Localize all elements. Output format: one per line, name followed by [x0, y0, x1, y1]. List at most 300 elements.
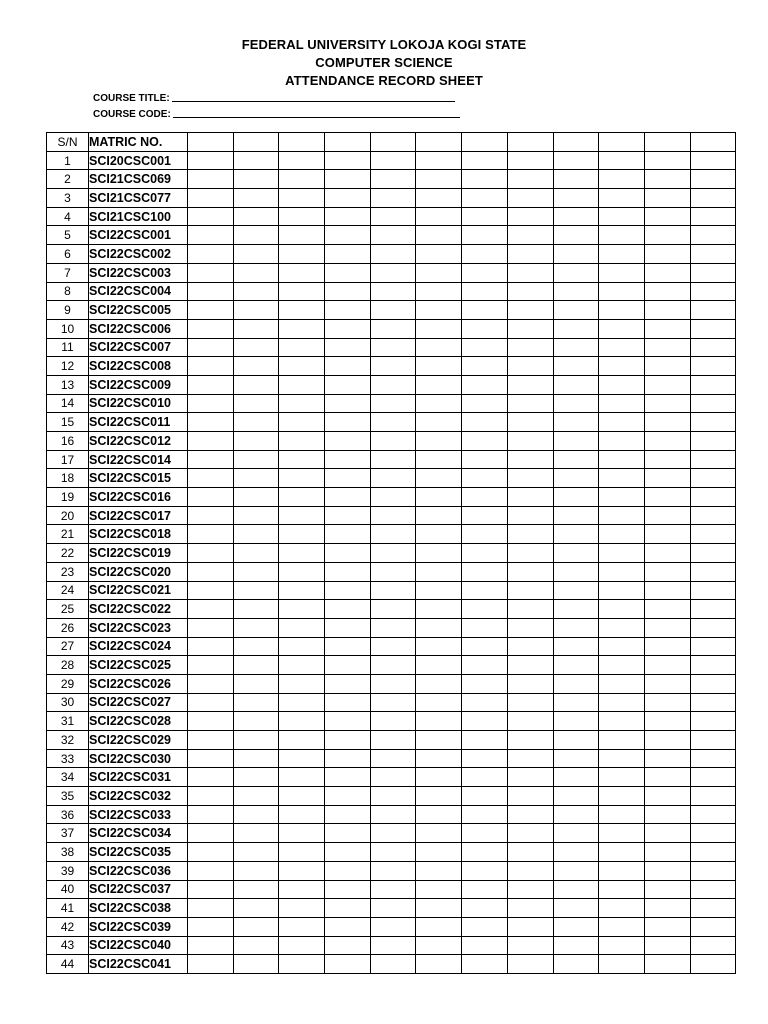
attendance-cell[interactable] [690, 170, 736, 189]
attendance-cell[interactable] [188, 544, 234, 563]
attendance-cell[interactable] [416, 637, 462, 656]
attendance-cell[interactable] [690, 562, 736, 581]
attendance-cell[interactable] [370, 674, 416, 693]
attendance-cell[interactable] [644, 245, 690, 264]
attendance-cell[interactable] [416, 301, 462, 320]
attendance-cell[interactable] [507, 525, 553, 544]
attendance-cell[interactable] [462, 600, 508, 619]
attendance-cell[interactable] [188, 413, 234, 432]
attendance-cell[interactable] [507, 805, 553, 824]
attendance-cell[interactable] [233, 618, 279, 637]
attendance-cell[interactable] [553, 917, 599, 936]
attendance-cell[interactable] [188, 712, 234, 731]
attendance-cell[interactable] [233, 189, 279, 208]
attendance-cell[interactable] [553, 170, 599, 189]
attendance-cell[interactable] [599, 917, 645, 936]
attendance-cell[interactable] [325, 749, 371, 768]
attendance-cell[interactable] [279, 656, 325, 675]
attendance-cell[interactable] [462, 207, 508, 226]
attendance-cell[interactable] [325, 712, 371, 731]
attendance-cell[interactable] [644, 413, 690, 432]
attendance-cell[interactable] [233, 824, 279, 843]
attendance-cell[interactable] [644, 880, 690, 899]
attendance-cell[interactable] [644, 656, 690, 675]
attendance-cell[interactable] [416, 506, 462, 525]
attendance-cell[interactable] [507, 226, 553, 245]
attendance-cell[interactable] [325, 357, 371, 376]
attendance-cell[interactable] [599, 581, 645, 600]
attendance-cell[interactable] [599, 357, 645, 376]
attendance-cell[interactable] [462, 824, 508, 843]
attendance-cell[interactable] [462, 637, 508, 656]
attendance-cell[interactable] [325, 787, 371, 806]
attendance-cell[interactable] [690, 301, 736, 320]
attendance-cell[interactable] [188, 955, 234, 974]
attendance-cell[interactable] [644, 618, 690, 637]
attendance-cell[interactable] [416, 170, 462, 189]
attendance-cell[interactable] [644, 917, 690, 936]
attendance-cell[interactable] [599, 319, 645, 338]
attendance-cell[interactable] [233, 432, 279, 451]
attendance-cell[interactable] [644, 432, 690, 451]
attendance-cell[interactable] [462, 936, 508, 955]
attendance-cell[interactable] [188, 861, 234, 880]
attendance-cell[interactable] [370, 656, 416, 675]
attendance-cell[interactable] [188, 525, 234, 544]
attendance-cell[interactable] [462, 562, 508, 581]
attendance-cell[interactable] [553, 282, 599, 301]
attendance-cell[interactable] [370, 749, 416, 768]
attendance-cell[interactable] [279, 749, 325, 768]
attendance-cell[interactable] [690, 768, 736, 787]
attendance-cell[interactable] [233, 731, 279, 750]
attendance-cell[interactable] [644, 787, 690, 806]
attendance-cell[interactable] [690, 506, 736, 525]
attendance-cell[interactable] [416, 749, 462, 768]
attendance-cell[interactable] [188, 917, 234, 936]
attendance-cell[interactable] [644, 824, 690, 843]
attendance-cell[interactable] [370, 768, 416, 787]
attendance-cell[interactable] [690, 151, 736, 170]
attendance-cell[interactable] [188, 936, 234, 955]
attendance-cell[interactable] [599, 712, 645, 731]
attendance-cell[interactable] [370, 562, 416, 581]
attendance-cell[interactable] [462, 656, 508, 675]
attendance-cell[interactable] [690, 787, 736, 806]
attendance-cell[interactable] [553, 357, 599, 376]
attendance-cell[interactable] [507, 207, 553, 226]
attendance-cell[interactable] [416, 469, 462, 488]
attendance-cell[interactable] [599, 488, 645, 507]
attendance-cell[interactable] [325, 656, 371, 675]
attendance-cell[interactable] [416, 189, 462, 208]
attendance-cell[interactable] [188, 843, 234, 862]
attendance-cell[interactable] [325, 768, 371, 787]
attendance-cell[interactable] [279, 880, 325, 899]
attendance-cell[interactable] [690, 674, 736, 693]
attendance-cell[interactable] [599, 469, 645, 488]
attendance-cell[interactable] [370, 731, 416, 750]
attendance-cell[interactable] [370, 432, 416, 451]
attendance-cell[interactable] [416, 712, 462, 731]
attendance-cell[interactable] [279, 375, 325, 394]
attendance-cell[interactable] [325, 544, 371, 563]
attendance-cell[interactable] [325, 562, 371, 581]
attendance-cell[interactable] [233, 955, 279, 974]
attendance-cell[interactable] [553, 693, 599, 712]
attendance-cell[interactable] [416, 245, 462, 264]
attendance-cell[interactable] [690, 861, 736, 880]
attendance-cell[interactable] [462, 787, 508, 806]
attendance-cell[interactable] [370, 301, 416, 320]
attendance-cell[interactable] [507, 469, 553, 488]
attendance-cell[interactable] [188, 824, 234, 843]
attendance-cell[interactable] [644, 899, 690, 918]
attendance-cell[interactable] [416, 375, 462, 394]
attendance-cell[interactable] [644, 955, 690, 974]
attendance-cell[interactable] [644, 581, 690, 600]
attendance-cell[interactable] [462, 917, 508, 936]
attendance-cell[interactable] [325, 674, 371, 693]
attendance-cell[interactable] [507, 936, 553, 955]
attendance-cell[interactable] [416, 843, 462, 862]
attendance-cell[interactable] [507, 955, 553, 974]
attendance-cell[interactable] [233, 600, 279, 619]
attendance-cell[interactable] [279, 637, 325, 656]
attendance-cell[interactable] [507, 506, 553, 525]
attendance-cell[interactable] [416, 226, 462, 245]
attendance-cell[interactable] [462, 189, 508, 208]
attendance-cell[interactable] [462, 151, 508, 170]
attendance-cell[interactable] [553, 375, 599, 394]
attendance-cell[interactable] [325, 245, 371, 264]
attendance-cell[interactable] [690, 319, 736, 338]
attendance-cell[interactable] [370, 525, 416, 544]
attendance-cell[interactable] [507, 338, 553, 357]
attendance-cell[interactable] [188, 189, 234, 208]
attendance-cell[interactable] [325, 263, 371, 282]
attendance-cell[interactable] [507, 843, 553, 862]
attendance-cell[interactable] [416, 488, 462, 507]
attendance-cell[interactable] [644, 357, 690, 376]
attendance-cell[interactable] [279, 917, 325, 936]
attendance-cell[interactable] [416, 432, 462, 451]
attendance-cell[interactable] [370, 936, 416, 955]
attendance-cell[interactable] [599, 936, 645, 955]
attendance-cell[interactable] [644, 693, 690, 712]
attendance-cell[interactable] [325, 955, 371, 974]
attendance-cell[interactable] [279, 394, 325, 413]
attendance-cell[interactable] [553, 824, 599, 843]
attendance-cell[interactable] [325, 843, 371, 862]
attendance-cell[interactable] [507, 394, 553, 413]
attendance-cell[interactable] [599, 731, 645, 750]
attendance-cell[interactable] [188, 749, 234, 768]
attendance-cell[interactable] [370, 170, 416, 189]
attendance-cell[interactable] [279, 562, 325, 581]
attendance-cell[interactable] [325, 282, 371, 301]
attendance-cell[interactable] [599, 413, 645, 432]
attendance-cell[interactable] [507, 450, 553, 469]
attendance-cell[interactable] [279, 581, 325, 600]
attendance-cell[interactable] [507, 824, 553, 843]
attendance-cell[interactable] [279, 488, 325, 507]
attendance-cell[interactable] [599, 207, 645, 226]
attendance-cell[interactable] [599, 432, 645, 451]
attendance-cell[interactable] [644, 712, 690, 731]
attendance-cell[interactable] [416, 674, 462, 693]
attendance-cell[interactable] [462, 749, 508, 768]
attendance-cell[interactable] [553, 301, 599, 320]
attendance-cell[interactable] [599, 805, 645, 824]
attendance-cell[interactable] [644, 226, 690, 245]
attendance-cell[interactable] [370, 693, 416, 712]
attendance-cell[interactable] [416, 824, 462, 843]
attendance-cell[interactable] [188, 506, 234, 525]
attendance-cell[interactable] [370, 151, 416, 170]
attendance-cell[interactable] [553, 338, 599, 357]
attendance-cell[interactable] [233, 301, 279, 320]
attendance-cell[interactable] [279, 226, 325, 245]
attendance-cell[interactable] [279, 544, 325, 563]
attendance-cell[interactable] [599, 749, 645, 768]
attendance-cell[interactable] [370, 544, 416, 563]
attendance-cell[interactable] [188, 899, 234, 918]
attendance-cell[interactable] [416, 263, 462, 282]
attendance-cell[interactable] [416, 525, 462, 544]
attendance-cell[interactable] [233, 805, 279, 824]
attendance-cell[interactable] [416, 955, 462, 974]
attendance-cell[interactable] [370, 469, 416, 488]
attendance-cell[interactable] [188, 805, 234, 824]
attendance-cell[interactable] [462, 450, 508, 469]
attendance-cell[interactable] [462, 432, 508, 451]
attendance-cell[interactable] [325, 637, 371, 656]
attendance-cell[interactable] [233, 413, 279, 432]
attendance-cell[interactable] [644, 674, 690, 693]
attendance-cell[interactable] [690, 637, 736, 656]
attendance-cell[interactable] [325, 207, 371, 226]
attendance-cell[interactable] [233, 263, 279, 282]
attendance-cell[interactable] [279, 712, 325, 731]
attendance-cell[interactable] [599, 450, 645, 469]
attendance-cell[interactable] [279, 824, 325, 843]
attendance-cell[interactable] [599, 637, 645, 656]
attendance-cell[interactable] [370, 263, 416, 282]
attendance-cell[interactable] [507, 693, 553, 712]
attendance-cell[interactable] [644, 600, 690, 619]
attendance-cell[interactable] [553, 936, 599, 955]
attendance-cell[interactable] [325, 880, 371, 899]
attendance-cell[interactable] [370, 413, 416, 432]
attendance-cell[interactable] [325, 450, 371, 469]
attendance-cell[interactable] [188, 637, 234, 656]
attendance-cell[interactable] [553, 656, 599, 675]
attendance-cell[interactable] [416, 861, 462, 880]
attendance-cell[interactable] [599, 899, 645, 918]
attendance-cell[interactable] [644, 282, 690, 301]
attendance-cell[interactable] [370, 899, 416, 918]
attendance-cell[interactable] [462, 955, 508, 974]
attendance-cell[interactable] [644, 843, 690, 862]
attendance-cell[interactable] [416, 544, 462, 563]
attendance-cell[interactable] [599, 674, 645, 693]
attendance-cell[interactable] [690, 693, 736, 712]
attendance-cell[interactable] [462, 712, 508, 731]
attendance-cell[interactable] [553, 245, 599, 264]
attendance-cell[interactable] [553, 506, 599, 525]
attendance-cell[interactable] [279, 787, 325, 806]
attendance-cell[interactable] [279, 955, 325, 974]
attendance-cell[interactable] [644, 562, 690, 581]
attendance-cell[interactable] [416, 581, 462, 600]
attendance-cell[interactable] [279, 936, 325, 955]
attendance-cell[interactable] [325, 506, 371, 525]
attendance-cell[interactable] [279, 170, 325, 189]
attendance-cell[interactable] [599, 843, 645, 862]
attendance-cell[interactable] [644, 151, 690, 170]
attendance-cell[interactable] [416, 207, 462, 226]
attendance-cell[interactable] [553, 843, 599, 862]
attendance-cell[interactable] [279, 805, 325, 824]
attendance-cell[interactable] [507, 357, 553, 376]
attendance-cell[interactable] [416, 394, 462, 413]
attendance-cell[interactable] [188, 656, 234, 675]
attendance-cell[interactable] [462, 899, 508, 918]
attendance-cell[interactable] [279, 319, 325, 338]
attendance-cell[interactable] [599, 263, 645, 282]
attendance-cell[interactable] [507, 413, 553, 432]
attendance-cell[interactable] [553, 432, 599, 451]
attendance-cell[interactable] [507, 768, 553, 787]
attendance-cell[interactable] [416, 899, 462, 918]
attendance-cell[interactable] [233, 488, 279, 507]
attendance-cell[interactable] [507, 656, 553, 675]
attendance-cell[interactable] [507, 712, 553, 731]
attendance-cell[interactable] [507, 544, 553, 563]
attendance-cell[interactable] [462, 282, 508, 301]
attendance-cell[interactable] [188, 357, 234, 376]
attendance-cell[interactable] [188, 432, 234, 451]
attendance-cell[interactable] [279, 525, 325, 544]
attendance-cell[interactable] [599, 824, 645, 843]
attendance-cell[interactable] [462, 338, 508, 357]
attendance-cell[interactable] [507, 319, 553, 338]
attendance-cell[interactable] [188, 245, 234, 264]
attendance-cell[interactable] [188, 375, 234, 394]
attendance-cell[interactable] [188, 880, 234, 899]
attendance-cell[interactable] [416, 880, 462, 899]
attendance-cell[interactable] [690, 189, 736, 208]
attendance-cell[interactable] [553, 880, 599, 899]
attendance-cell[interactable] [370, 824, 416, 843]
attendance-cell[interactable] [462, 731, 508, 750]
attendance-cell[interactable] [188, 450, 234, 469]
attendance-cell[interactable] [644, 544, 690, 563]
attendance-cell[interactable] [233, 562, 279, 581]
attendance-cell[interactable] [279, 469, 325, 488]
attendance-cell[interactable] [553, 151, 599, 170]
attendance-cell[interactable] [507, 917, 553, 936]
attendance-cell[interactable] [690, 843, 736, 862]
attendance-cell[interactable] [279, 693, 325, 712]
attendance-cell[interactable] [325, 936, 371, 955]
attendance-cell[interactable] [279, 357, 325, 376]
attendance-cell[interactable] [416, 319, 462, 338]
attendance-cell[interactable] [644, 488, 690, 507]
attendance-cell[interactable] [553, 207, 599, 226]
attendance-cell[interactable] [507, 899, 553, 918]
attendance-cell[interactable] [233, 899, 279, 918]
attendance-cell[interactable] [507, 282, 553, 301]
attendance-cell[interactable] [233, 712, 279, 731]
attendance-cell[interactable] [462, 301, 508, 320]
attendance-cell[interactable] [462, 506, 508, 525]
attendance-cell[interactable] [370, 506, 416, 525]
attendance-cell[interactable] [325, 805, 371, 824]
attendance-cell[interactable] [188, 768, 234, 787]
attendance-cell[interactable] [690, 955, 736, 974]
attendance-cell[interactable] [279, 338, 325, 357]
attendance-cell[interactable] [507, 170, 553, 189]
attendance-cell[interactable] [279, 151, 325, 170]
attendance-cell[interactable] [325, 731, 371, 750]
attendance-cell[interactable] [416, 413, 462, 432]
attendance-cell[interactable] [690, 357, 736, 376]
attendance-cell[interactable] [325, 301, 371, 320]
attendance-cell[interactable] [690, 749, 736, 768]
attendance-cell[interactable] [507, 375, 553, 394]
attendance-cell[interactable] [416, 357, 462, 376]
attendance-cell[interactable] [553, 731, 599, 750]
attendance-cell[interactable] [599, 245, 645, 264]
attendance-cell[interactable] [507, 581, 553, 600]
attendance-cell[interactable] [188, 581, 234, 600]
attendance-cell[interactable] [462, 319, 508, 338]
attendance-cell[interactable] [462, 674, 508, 693]
attendance-cell[interactable] [690, 394, 736, 413]
attendance-cell[interactable] [370, 450, 416, 469]
attendance-cell[interactable] [644, 936, 690, 955]
attendance-cell[interactable] [690, 375, 736, 394]
attendance-cell[interactable] [370, 880, 416, 899]
attendance-cell[interactable] [188, 394, 234, 413]
attendance-cell[interactable] [690, 656, 736, 675]
attendance-cell[interactable] [690, 263, 736, 282]
attendance-cell[interactable] [690, 600, 736, 619]
attendance-cell[interactable] [416, 731, 462, 750]
attendance-cell[interactable] [462, 544, 508, 563]
attendance-cell[interactable] [416, 917, 462, 936]
attendance-cell[interactable] [462, 861, 508, 880]
attendance-cell[interactable] [233, 506, 279, 525]
attendance-cell[interactable] [370, 637, 416, 656]
attendance-cell[interactable] [644, 768, 690, 787]
attendance-cell[interactable] [416, 768, 462, 787]
attendance-cell[interactable] [644, 731, 690, 750]
attendance-cell[interactable] [233, 394, 279, 413]
attendance-cell[interactable] [553, 749, 599, 768]
attendance-cell[interactable] [233, 469, 279, 488]
attendance-cell[interactable] [279, 282, 325, 301]
attendance-cell[interactable] [644, 506, 690, 525]
attendance-cell[interactable] [279, 768, 325, 787]
attendance-cell[interactable] [553, 413, 599, 432]
attendance-cell[interactable] [507, 637, 553, 656]
attendance-cell[interactable] [188, 600, 234, 619]
attendance-cell[interactable] [462, 375, 508, 394]
attendance-cell[interactable] [507, 245, 553, 264]
